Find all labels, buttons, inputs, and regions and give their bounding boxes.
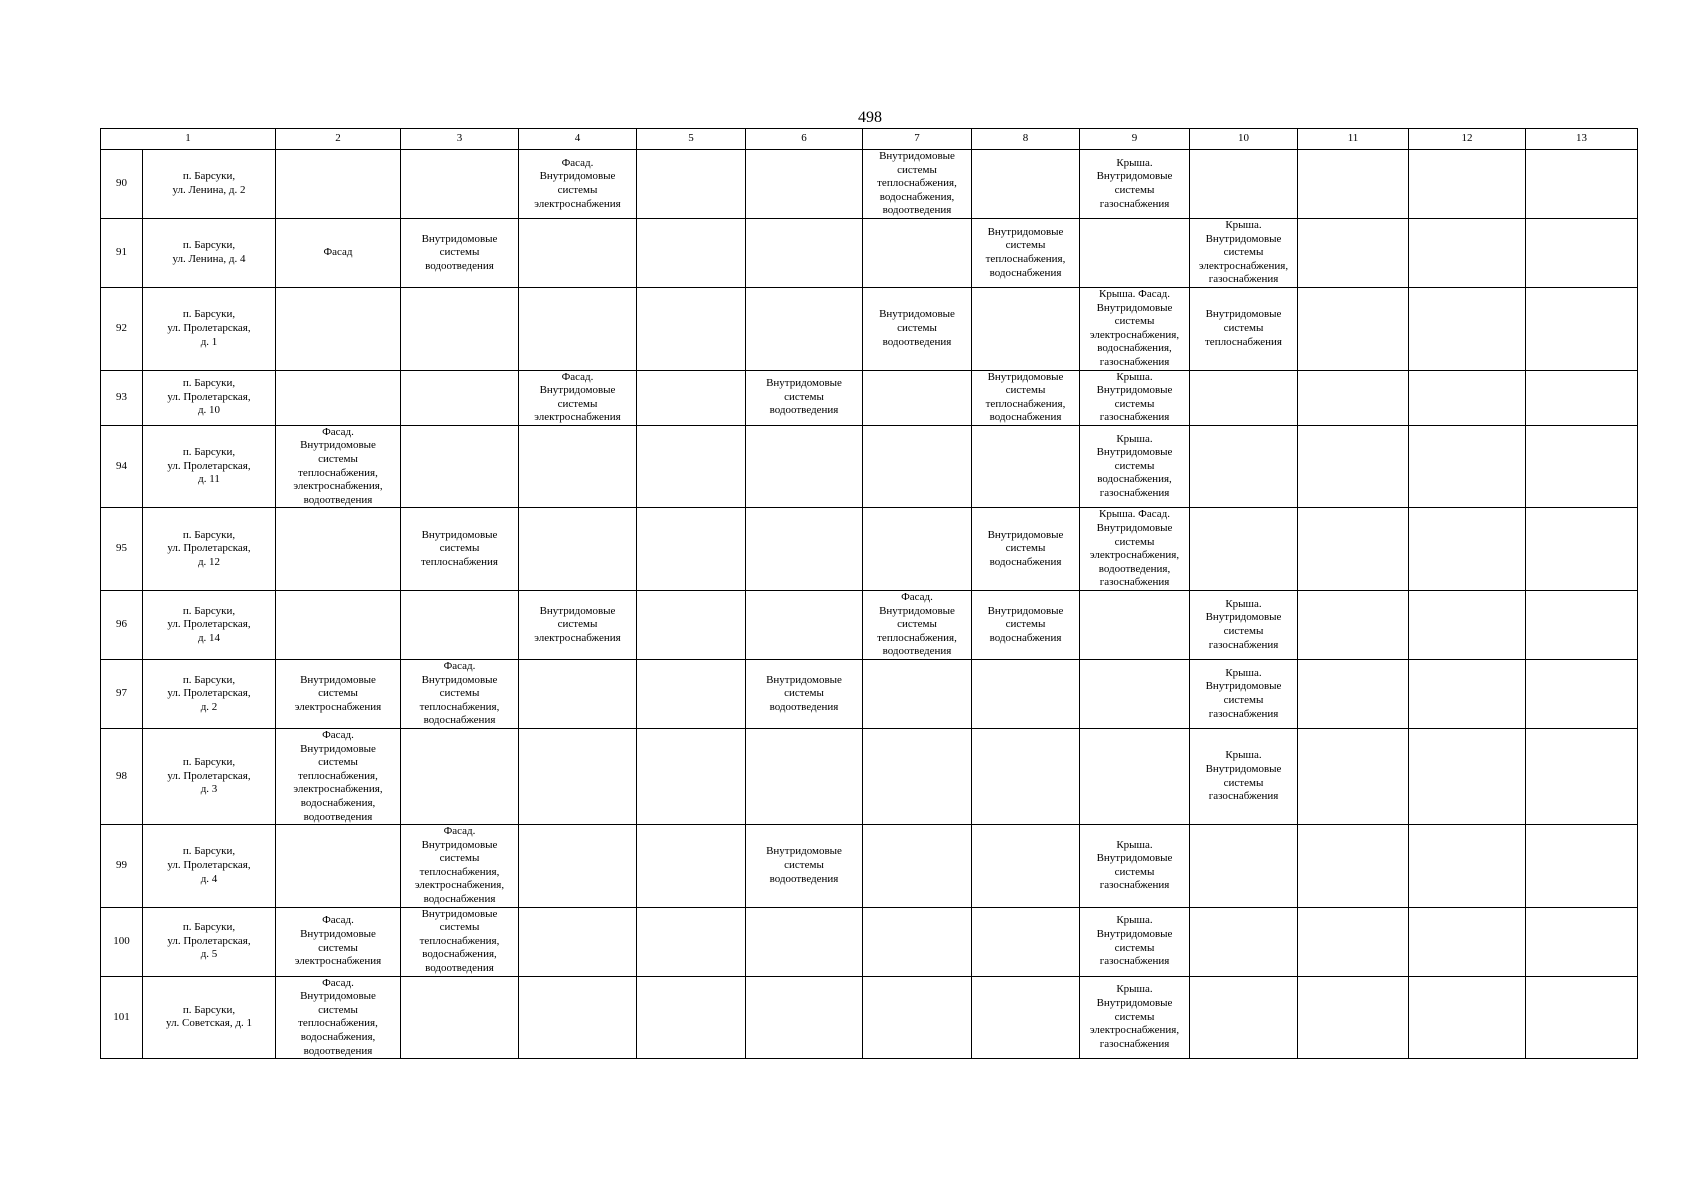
work-cell: Крыша. Фасад. Внутридомовые системы электроснабжения, водоотведения, газоснабжения (1080, 508, 1190, 591)
work-cell (1190, 370, 1298, 425)
address-cell: п. Барсуки, ул. Пролетарская, д. 12 (143, 508, 276, 591)
work-cell (637, 287, 746, 370)
column-number-header: 12 (1409, 129, 1526, 150)
table-row (101, 728, 1638, 824)
work-cell (1409, 907, 1526, 976)
address-cell: п. Барсуки, ул. Ленина, д. 2 (143, 150, 276, 219)
work-cell (746, 907, 863, 976)
column-number-header: 2 (276, 129, 401, 150)
work-cell (863, 825, 972, 908)
work-cell (863, 370, 972, 425)
work-cell (637, 659, 746, 728)
work-cell: Внутридомовые системы водоотведения (746, 825, 863, 908)
table-row (101, 659, 1638, 728)
column-number-header: 7 (863, 129, 972, 150)
work-cell (863, 728, 972, 824)
work-cell (972, 976, 1080, 1059)
work-cell: Внутридомовые системы водоотведения (401, 218, 519, 287)
row-number: 93 (101, 370, 143, 425)
work-cell (637, 728, 746, 824)
work-cell (519, 825, 637, 908)
address-cell: п. Барсуки, ул. Ленина, д. 4 (143, 218, 276, 287)
work-cell (1190, 508, 1298, 591)
work-cell (1526, 591, 1638, 660)
work-cell (746, 425, 863, 508)
work-cell: Фасад. Внутридомовые системы теплоснабжения, электроснабжения, водоснабжения (401, 825, 519, 908)
work-cell (519, 287, 637, 370)
work-cell (401, 591, 519, 660)
work-cell (1526, 907, 1638, 976)
table-row (101, 287, 1638, 370)
work-cell (519, 907, 637, 976)
work-cell: Внутридомовые системы электроснабжения (519, 591, 637, 660)
work-cell (401, 976, 519, 1059)
work-cell (863, 218, 972, 287)
work-cell: Фасад. Внутридомовые системы электроснабжения (276, 907, 401, 976)
table-row (101, 976, 1638, 1059)
work-cell (1526, 150, 1638, 219)
work-cell: Внутридомовые системы водоотведения (746, 659, 863, 728)
column-number-header: 1 (101, 129, 276, 150)
work-cell (401, 287, 519, 370)
work-cell (1526, 728, 1638, 824)
work-cell (1409, 659, 1526, 728)
work-cell: Крыша. Внутридомовые системы газоснабжения (1190, 591, 1298, 660)
table-row (101, 508, 1638, 591)
work-cell (519, 728, 637, 824)
table-body (101, 129, 1638, 1059)
address-cell: п. Барсуки, ул. Пролетарская, д. 2 (143, 659, 276, 728)
work-cell (746, 218, 863, 287)
column-number-header: 3 (401, 129, 519, 150)
row-number: 90 (101, 150, 143, 219)
work-cell (1409, 218, 1526, 287)
work-cell: Крыша. Внутридомовые системы газоснабжения (1080, 907, 1190, 976)
work-cell (1526, 976, 1638, 1059)
work-cell (1080, 591, 1190, 660)
work-cell (972, 825, 1080, 908)
work-cell (972, 907, 1080, 976)
column-number-header: 11 (1298, 129, 1409, 150)
page-number: 498 (858, 109, 882, 126)
work-cell: Внутридомовые системы водоснабжения (972, 508, 1080, 591)
address-cell: п. Барсуки, ул. Пролетарская, д. 4 (143, 825, 276, 908)
work-cell: Фасад (276, 218, 401, 287)
work-cell (637, 591, 746, 660)
column-number-row (101, 129, 1638, 150)
work-cell (863, 907, 972, 976)
work-cell: Внутридомовые системы теплоснабжения, водоснабжения (972, 370, 1080, 425)
row-number: 101 (101, 976, 143, 1059)
work-cell (1526, 425, 1638, 508)
table-row (101, 150, 1638, 219)
column-number-header: 6 (746, 129, 863, 150)
work-cell (637, 425, 746, 508)
table-row (101, 825, 1638, 908)
work-cell (276, 591, 401, 660)
work-cell: Крыша. Внутридомовые системы газоснабжения (1080, 825, 1190, 908)
address-cell: п. Барсуки, ул. Советская, д. 1 (143, 976, 276, 1059)
row-number: 91 (101, 218, 143, 287)
work-cell (1526, 218, 1638, 287)
work-cell: Внутридомовые системы водоотведения (746, 370, 863, 425)
row-number: 99 (101, 825, 143, 908)
work-cell (1190, 907, 1298, 976)
work-cell (1190, 825, 1298, 908)
work-cell: Внутридомовые системы теплоснабжения, водоснабжения (972, 218, 1080, 287)
work-cell (1409, 150, 1526, 219)
work-cell (972, 659, 1080, 728)
row-number: 96 (101, 591, 143, 660)
work-cell (1298, 370, 1409, 425)
work-cell (637, 150, 746, 219)
work-cell (401, 370, 519, 425)
work-cell (863, 508, 972, 591)
work-cell (1298, 825, 1409, 908)
work-cell: Крыша. Внутридомовые системы водоснабжения, газоснабжения (1080, 425, 1190, 508)
work-cell (746, 150, 863, 219)
table-row (101, 218, 1638, 287)
work-cell (1526, 508, 1638, 591)
work-cell (746, 508, 863, 591)
work-cell (1298, 659, 1409, 728)
work-cell: Крыша. Внутридомовые системы электроснабжения, газоснабжения (1190, 218, 1298, 287)
work-cell (519, 218, 637, 287)
column-number-header: 8 (972, 129, 1080, 150)
work-cell (1409, 825, 1526, 908)
work-cell: Крыша. Внутридомовые системы электроснабжения, газоснабжения (1080, 976, 1190, 1059)
work-cell (637, 508, 746, 591)
work-cell (637, 907, 746, 976)
work-cell (746, 728, 863, 824)
address-cell: п. Барсуки, ул. Пролетарская, д. 11 (143, 425, 276, 508)
work-cell (972, 425, 1080, 508)
table-row (101, 907, 1638, 976)
work-cell (1298, 287, 1409, 370)
work-cell (1526, 287, 1638, 370)
work-cell (972, 728, 1080, 824)
work-cell (1298, 150, 1409, 219)
work-cell (637, 976, 746, 1059)
address-cell: п. Барсуки, ул. Пролетарская, д. 10 (143, 370, 276, 425)
work-cell: Фасад. Внутридомовые системы теплоснабжения, водоснабжения (401, 659, 519, 728)
work-cell (1298, 425, 1409, 508)
work-cell: Внутридомовые системы теплоснабжения, водоснабжения, водоотведения (863, 150, 972, 219)
work-cell (863, 976, 972, 1059)
work-cell: Крыша. Фасад. Внутридомовые системы электроснабжения, водоснабжения, газоснабжения (1080, 287, 1190, 370)
work-cell: Внутридомовые системы теплоснабжения (401, 508, 519, 591)
address-cell: п. Барсуки, ул. Пролетарская, д. 5 (143, 907, 276, 976)
work-cell (1409, 287, 1526, 370)
work-cell (1190, 976, 1298, 1059)
table-row (101, 370, 1638, 425)
work-cell (746, 976, 863, 1059)
work-cell (519, 508, 637, 591)
work-cell (1080, 728, 1190, 824)
work-cell: Фасад. Внутридомовые системы теплоснабжения, водоотведения (863, 591, 972, 660)
work-cell (401, 425, 519, 508)
work-cell (1409, 591, 1526, 660)
work-cell (1298, 218, 1409, 287)
work-cell (746, 591, 863, 660)
work-cell (519, 425, 637, 508)
work-cell (401, 728, 519, 824)
work-cell: Внутридомовые системы теплоснабжения (1190, 287, 1298, 370)
work-cell: Внутридомовые системы водоснабжения (972, 591, 1080, 660)
work-cell (1080, 659, 1190, 728)
work-cell (276, 825, 401, 908)
work-cell (972, 150, 1080, 219)
column-number-header: 4 (519, 129, 637, 150)
row-number: 97 (101, 659, 143, 728)
work-cell: Фасад. Внутридомовые системы теплоснабжения, водоснабжения, водоотведения (276, 976, 401, 1059)
work-cell (1298, 976, 1409, 1059)
work-cell (1409, 728, 1526, 824)
work-cell (637, 825, 746, 908)
work-cell (637, 218, 746, 287)
work-cell: Внутридомовые системы теплоснабжения, водоснабжения, водоотведения (401, 907, 519, 976)
work-cell (1298, 907, 1409, 976)
work-cell (1526, 370, 1638, 425)
work-cell (1409, 976, 1526, 1059)
work-cell (276, 508, 401, 591)
work-cell (1190, 150, 1298, 219)
address-cell: п. Барсуки, ул. Пролетарская, д. 14 (143, 591, 276, 660)
work-cell (1190, 425, 1298, 508)
work-cell (519, 659, 637, 728)
work-cell: Крыша. Внутридомовые системы газоснабжения (1190, 728, 1298, 824)
column-number-header: 10 (1190, 129, 1298, 150)
work-cell (401, 150, 519, 219)
work-cell (972, 287, 1080, 370)
table-row (101, 591, 1638, 660)
work-cell (1409, 508, 1526, 591)
row-number: 98 (101, 728, 143, 824)
work-cell: Фасад. Внутридомовые системы электроснабжения (519, 370, 637, 425)
column-number-header: 9 (1080, 129, 1190, 150)
work-cell: Фасад. Внутридомовые системы теплоснабжения, электроснабжения, водоотведения (276, 425, 401, 508)
address-cell: п. Барсуки, ул. Пролетарская, д. 1 (143, 287, 276, 370)
address-cell: п. Барсуки, ул. Пролетарская, д. 3 (143, 728, 276, 824)
row-number: 94 (101, 425, 143, 508)
work-cell (1409, 370, 1526, 425)
work-cell (276, 287, 401, 370)
table-row (101, 425, 1638, 508)
row-number: 95 (101, 508, 143, 591)
work-cell: Фасад. Внутридомовые системы теплоснабжения, электроснабжения, водоснабжения, водоотведения (276, 728, 401, 824)
work-cell (1080, 218, 1190, 287)
work-cell (1526, 825, 1638, 908)
work-cell (1298, 508, 1409, 591)
column-number-header: 5 (637, 129, 746, 150)
work-cell (276, 370, 401, 425)
work-cell: Внутридомовые системы водоотведения (863, 287, 972, 370)
work-cell (1298, 591, 1409, 660)
column-number-header: 13 (1526, 129, 1638, 150)
work-cell (863, 425, 972, 508)
work-cell: Крыша. Внутридомовые системы газоснабжения (1190, 659, 1298, 728)
work-cell (1409, 425, 1526, 508)
work-cell (637, 370, 746, 425)
work-cell: Крыша. Внутридомовые системы газоснабжения (1080, 150, 1190, 219)
row-number: 100 (101, 907, 143, 976)
repair-schedule-table (100, 128, 1638, 1059)
row-number: 92 (101, 287, 143, 370)
work-cell (863, 659, 972, 728)
work-cell (1526, 659, 1638, 728)
work-cell (276, 150, 401, 219)
work-cell (1298, 728, 1409, 824)
work-cell (519, 976, 637, 1059)
work-cell (746, 287, 863, 370)
work-cell: Крыша. Внутридомовые системы газоснабжения (1080, 370, 1190, 425)
work-cell: Фасад. Внутридомовые системы электроснабжения (519, 150, 637, 219)
work-cell: Внутридомовые системы электроснабжения (276, 659, 401, 728)
